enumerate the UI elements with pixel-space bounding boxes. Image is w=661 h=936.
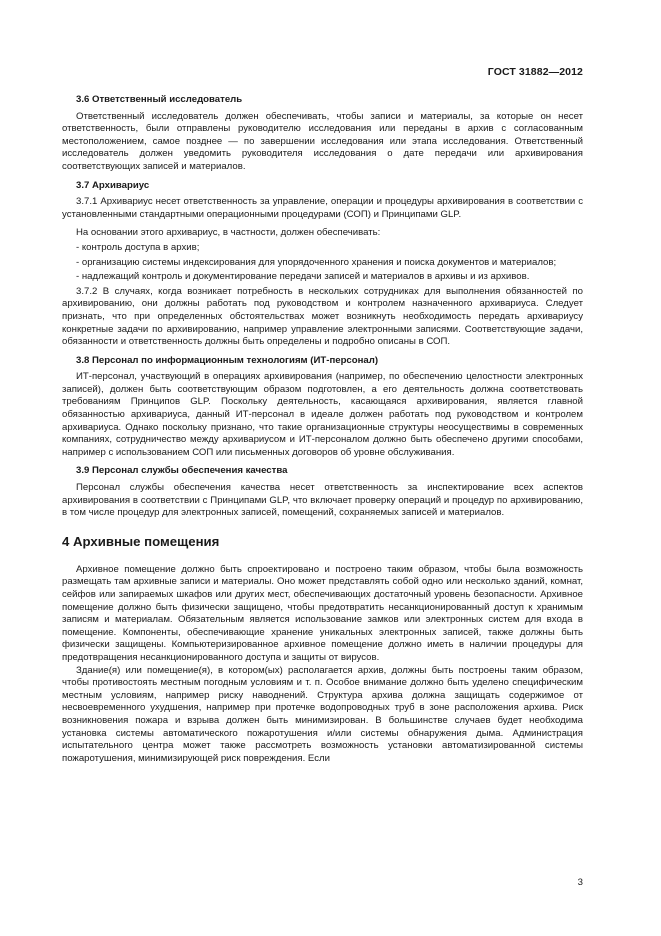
section-heading-3-9: 3.9 Персонал службы обеспечения качества (76, 465, 288, 477)
page-content (62, 94, 583, 765)
paragraph: ИТ-персонал, участвующий в операциях архивирования (например, по обеспечению целостности электронных записей), должен быть соответствующим образом подготовлен, а его деятельность должна соответствовать требованиям Принципов GLP. Поскольку деятельность, касающаяся архивирования, является главной обязанностью архивариуса, данный ИТ-персонал в идеале должен работать под руководством и контролем архивариуса. Однако поскольку признано, что такие организационные структуры неосуществимы в современных компаниях, сотрудничество между архивариусом и ИТ-персоналом должно быть обеспечено другими способами, например с использованием СОП или письменных договоров об уровне обслуживания. (62, 371, 583, 458)
paragraph: 3.7.2 В случаях, когда возникает потребность в нескольких сотрудниках для выполнения обязанностей по архивированию, они должны работать под руководством и контролем назначенного архивариуса. Следует признать, что при определенных обстоятельствах может возникнуть необходимость передать архивариусу конкретные задачи по архивированию, например управление электронными записями. Соответствующие задачи, обязанности и ответственность должны быть определены и подробно описаны в СОП. (62, 285, 583, 348)
section-heading-3-8: 3.8 Персонал по информационным технологиям (ИТ-персонал) (76, 354, 379, 366)
paragraph: 3.7.1 Архивариус несет ответственность за управление, операции и процедуры архивирования в соответствии с установленными стандартными операционными процедурами (СОП) и Принципами GLP. (62, 196, 583, 220)
section-heading-4: 4 Архивные помещения (62, 533, 220, 549)
paragraph: Архивное помещение должно быть спроектировано и построено таким образом, чтобы была возможность размещать там архивные записи и материалы. Оно может представлять собой одно или несколько зданий, комнат, сейфов или запираемых шкафов или других мест, обеспечивающих достаточный уровень безопасности. Архивное помещение должно быть физически защищено, чтобы предотвратить несанкционированный доступ к хранимым записям и материалам. Обязательным является использование замков или электронных систем для входа в помещение. Компоненты, обеспечивающие хранение уникальных электронных записей, также должны быть физически защищены. Компьютеризированное архивное помещение должно иметь в наличии процедуры для предотвращения несанкционированного доступа и защиты от вирусов. (62, 563, 583, 663)
paragraph: На основании этого архивариус, в частности, должен обеспечивать: (76, 227, 381, 239)
paragraph: Ответственный исследователь должен обеспечивать, чтобы записи и материалы, за которые он несет ответственность, были отправлены руководителю исследования или переданы в архив с согласованным местоположением, самое позднее — по завершении исследования или этапа исследования. Ответственный исследователь должен уведомить руководителя исследования о дате передачи или архивирования соответствующих записей и материалов. (62, 110, 583, 172)
document-code: ГОСТ 31882—2012 (487, 66, 583, 78)
list-item: - надлежащий контроль и документирование передачи записей и материалов в архивы и из архивов. (76, 271, 530, 283)
section-heading-3-7: 3.7 Архивариус (76, 179, 150, 191)
list-item: - контроль доступа в архив; (76, 241, 200, 253)
paragraph: Здание(я) или помещение(я), в котором(ых) располагается архив, должны быть построены таким образом, чтобы противостоять местным погодным условиям и т. п. Особое внимание должно быть уделено специфическим местным условиям, например риску наводнений. Структура архива должна защищать содержимое от несвоевременного ухудшения, например при протечке водопроводных труб в зоне расположения архива. Риск возникновения пожара и взрыва должен быть минимизирован. В большинстве случаев будет необходима установка системы автоматического пожаротушения и/или системы обнаружения дыма. Администрация испытательного центра может также рассмотреть возможность установки автоматизированной системы пожаротушения, минимизирующей риск повреждения. Если (62, 664, 583, 764)
list-item: - организацию системы индексирования для упорядоченного хранения и поиска документов и материалов; (76, 256, 557, 268)
section-heading-3-6: 3.6 Ответственный исследователь (76, 94, 243, 105)
paragraph: Персонал службы обеспечения качества несет ответственность за инспектирование всех аспектов архивирования в соответствии с Принципами GLP, что включает проверку операций и процедур по архивированию, в том числе процедур для электронных записей, помещений, сохраняемых записей и материалов. (62, 482, 583, 519)
page-number: 3 (577, 877, 583, 888)
